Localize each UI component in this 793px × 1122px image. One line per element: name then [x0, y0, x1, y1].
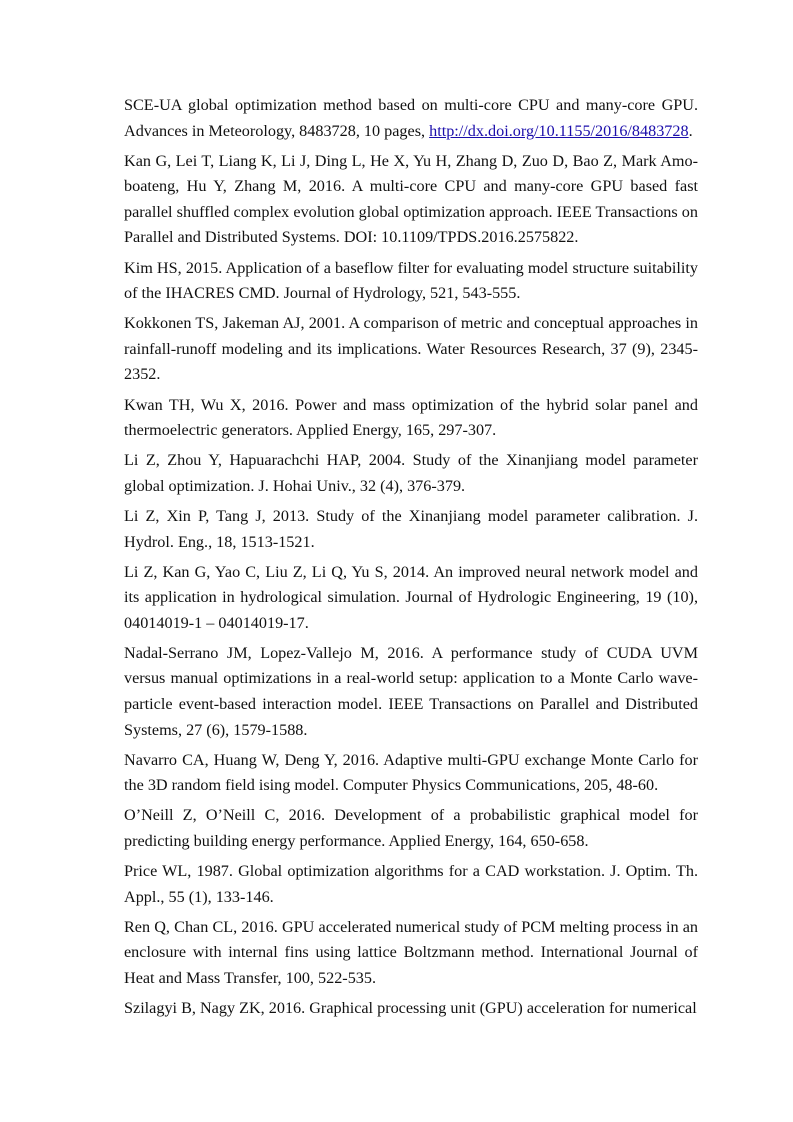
reference-entry: Price WL, 1987. Global optimization algorithms for a CAD workstation. J. Optim. Th. Appl., 55 (1), 133-146. — [124, 862, 698, 906]
reference-entry: Szilagyi B, Nagy ZK, 2016. Graphical processing unit (GPU) acceleration for numerical — [124, 999, 697, 1018]
reference-entry: Li Z, Kan G, Yao C, Liu Z, Li Q, Yu S, 2014. An improved neural network model and its application in hydrological simulation. Journal of Hydrologic Engineering, 19 (10), 04014019-1 – 04014019-17. — [124, 562, 698, 632]
reference-list — [124, 93, 698, 1026]
reference-entry: O’Neill Z, O’Neill C, 2016. Development of a probabilistic graphical model for predicting building energy performance. Applied Energy, 164, 650-658. — [124, 806, 698, 851]
reference-entry: Kokkonen TS, Jakeman AJ, 2001. A comparison of metric and conceptual approaches in rainfall-runoff modeling and its implications. Water Resources Research, 37 (9), 2345-2352. — [124, 314, 698, 384]
reference-suffix: . — [688, 121, 693, 140]
reference-entry: Kwan TH, Wu X, 2016. Power and mass optimization of the hybrid solar panel and thermoelectric generators. Applied Energy, 165, 297-307. — [124, 395, 698, 440]
doi-link[interactable]: http://dx.doi.org/10.1155/2016/8483728 — [429, 121, 689, 140]
reference-entry: Nadal-Serrano JM, Lopez-Vallejo M, 2016. A performance study of CUDA UVM versus manual optimizations in a real-world setup: application to a Monte Carlo wave-particle event-based interaction model. IEEE Transactions on Parallel and Distributed Systems, 27 (6), 1579-1588. — [124, 643, 698, 739]
reference-entry — [124, 93, 698, 144]
reference-entry: Ren Q, Chan CL, 2016. GPU accelerated numerical study of PCM melting process in an enclosure with internal fins using lattice Boltzmann method. International Journal of Heat and Mass Transfer, 100, 522-535. — [124, 917, 698, 987]
reference-entry: Li Z, Xin P, Tang J, 2013. Study of the Xinanjiang model parameter calibration. J. Hydrol. Eng., 18, 1513-1521. — [124, 506, 698, 551]
reference-entry: Kan G, Lei T, Liang K, Li J, Ding L, He X, Yu H, Zhang D, Zuo D, Bao Z, Mark Amo-boateng, Hu Y, Zhang M, 2016. A multi-core CPU and many-core GPU based fast parallel shuffled complex evolution global optimization approach. IEEE Transactions on Parallel and Distributed Systems. DOI: 10.1109/TPDS.2016.2575822. — [124, 151, 698, 247]
reference-entry: Kim HS, 2015. Application of a baseflow filter for evaluating model structure suitability of the IHACRES CMD. Journal of Hydrology, 521, 543-555. — [124, 258, 698, 303]
reference-entry: Li Z, Zhou Y, Hapuarachchi HAP, 2004. Study of the Xinanjiang model parameter global optimization. J. Hohai Univ., 32 (4), 376-379. — [124, 451, 698, 495]
reference-text: SCE-UA global optimization method based on multi-core CPU and many-core GPU. Advances in Meteorology, 8483728, 10 pages, — [124, 96, 698, 140]
reference-entry: Navarro CA, Huang W, Deng Y, 2016. Adaptive multi-GPU exchange Monte Carlo for the 3D random field ising model. Computer Physics Communications, 205, 48-60. — [124, 750, 698, 795]
